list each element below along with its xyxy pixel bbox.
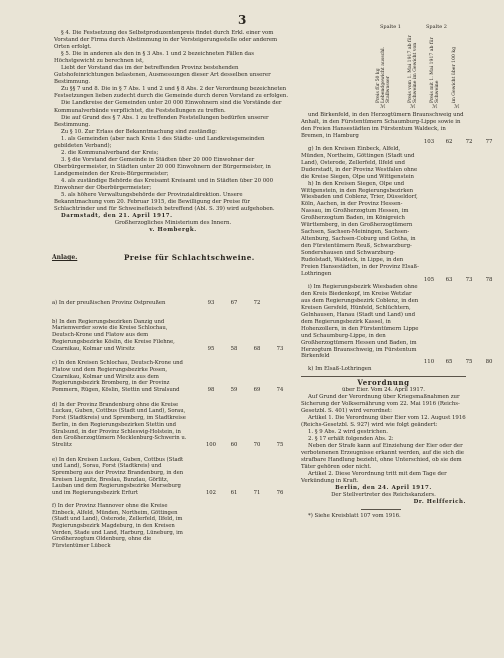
row-value: 67	[230, 300, 238, 306]
row-label: f) In der Provinz Hannover ohne die Kreise Einbeck, Alfeld, Münden, Northeim, Göttingen (Stadt und Land), Osterode, Zellerfeld, Ilfeld, im Regierungsbezirk Magdeburg, in den Kreisen Verden, Stade und Land, Harburg, Lüneburg, im Großherzogtum Oldenburg, ohne die Fürstentümer Lübeck	[52, 502, 183, 550]
left-column-text	[54, 30, 292, 234]
paragraph: 1. als Gemeinden (aber nach Kreis 1 des Städte- und Landkreisgemeinden gebildeten Verband);	[54, 135, 265, 149]
paragraph: Zu §§ 7 und 8. Die in § 7 Abs. 1 und 2 und § 8 Abs. 2 der Verordnung bezeichneten Festsetzungen lieben zudecht durch die Gemeinde durch deren Vorstand zu erfolgen.	[54, 86, 289, 100]
unit-mark: ℳ	[410, 104, 416, 110]
table-row	[52, 402, 292, 449]
paragraph: 4. als zuständige Behörde das Kreisamt Kreisamt und in Städten über 20 000 Einwohner der Oberbürgermeister;	[54, 177, 274, 192]
row-value: 59	[230, 387, 238, 394]
paragraph: Die auf Grund des § 7 Abs. 1 zu treffenden Feststellungen bedürfen unserer Bestimmung.	[54, 114, 269, 128]
verordnung-deputy: Der Stellvertreter des Reichskanzlers.	[331, 491, 436, 498]
row-value: 74	[276, 387, 284, 394]
table-row	[52, 503, 292, 550]
table-row	[52, 300, 292, 307]
date-line: Darmstadt, den 21. April 1917.	[61, 213, 173, 220]
row-label: k) Im Elsaß-Lothringen	[308, 366, 372, 373]
row-value: 95	[207, 345, 215, 352]
row-values	[301, 138, 493, 146]
row-value: 65	[445, 359, 453, 366]
page-number: 3	[238, 13, 247, 27]
prices-title: Preise für Schlachtschweine.	[124, 253, 255, 262]
verordnung-date: Berlin, den 24. April 1917.	[335, 484, 432, 491]
header-vertical-1: Preis für 50 kg Lebendgewicht ausschl. Stallwasser	[376, 46, 391, 103]
row-label: a) In der preußischen Provinz Ostpreußen	[52, 300, 166, 306]
row-value: 69	[253, 387, 261, 394]
row-label: i) Im Regierungsbezirk Wiesbaden ohne den Kreis Biedenkopf, im Kreise Wetzlar aus dem Regierungsbezirk Coblenz, in den Kreisen Gersfeld, Hünfeld, Schlüchtern, Gelnhausen, Hanau (Stadt und Land) und dem Regierungsbezirk Kassel, in Hohenzollern, in den Fürstentümern Lippe und Schaumburg-Lippe, in den Großherzogtümern Hessen und Baden, im Herzogtum Braunschweig, im Fürstentum Birkenfeld	[301, 283, 419, 360]
table-row	[52, 457, 292, 497]
paragraph: 5. als höhere Verwaltungsbehörde der Provinzialdirektion. Unsere Bekanntmachung vom 20. Februar 1915, die Bewilligung der Preise für Schlachtrinder und für Schweinefleisch betreffend (Abl. S. 39) wird aufgehoben.	[54, 192, 275, 213]
paragraph: § 5. Die in anderen als den in § 3 Abs. 1 und 2 bezeichneten Fällen das Höchstgewicht zu berechnen ist,	[54, 51, 254, 65]
table-row	[52, 360, 292, 394]
price-table-header-right	[368, 24, 468, 108]
anlage-label: Anlage.	[52, 254, 78, 261]
ministry-name: Großherzogliches Ministerium des Innern.	[114, 220, 232, 227]
paragraph: Die Landkreise der Gemeinden unter 20 000 Einwohnern sind die Vorstände der Kommunalverbände verpflichtet, die Feststellungen zu treffen.	[54, 100, 282, 114]
row-value: 62	[445, 138, 453, 145]
row-value: 70	[253, 441, 261, 448]
right-column-text	[301, 112, 493, 519]
paragraph: § 4. Die Festsetzung des Selbstproduzentenpreis findet durch Erkl. einer vom Vorstand der Firma durch Abstimmung in der Versteigerungsstelle oder anderem Orten erfolgt.	[54, 30, 278, 51]
row-value: 77	[485, 138, 493, 145]
row-value: 61	[230, 490, 238, 497]
row-value: 73	[276, 345, 284, 352]
row-label: b) In den Regierungsbezirken Danzig und Marienwerder sowie die Kreise Schlochau, Deutsch-Krone und Flatow aus dem Regierungsbezirke Köslin, die Kreise Filehne, Czarnikau, Kolmar und Wirsitz	[52, 318, 175, 352]
verordnung-title: Verordnung	[357, 378, 410, 388]
row-value: 110	[423, 359, 435, 366]
header-vertical-2: Preis vom 1. Mai 1917 ab für Schweine im Gewicht von	[408, 35, 418, 103]
header-vertical-4: im Gewicht über 100 kg	[452, 46, 457, 103]
row-values	[301, 359, 493, 366]
row-value: 103	[423, 138, 435, 145]
row-value: 100	[205, 441, 217, 448]
row-value: 63	[445, 276, 453, 283]
header-vertical-3: Preis mit 1. Mai 1917 ab für Schweine	[430, 37, 440, 103]
column-spalte-2: Spalte 2	[426, 24, 447, 30]
verordnung-signer: Dr. Helfferich.	[413, 498, 466, 505]
paragraph: Zu § 10. Zur Erlass der Bekanntmachung sind zuständig:	[61, 128, 217, 135]
row-value: 60	[230, 441, 238, 448]
row-value: 75	[465, 359, 473, 366]
paragraph: Artikel 1. Die Verordnung über Eier vom 12. August 1916 (Reichs-Gesetzbl. S. 927) wird wie folgt geändert:	[301, 415, 466, 429]
row-value: 80	[485, 359, 493, 366]
table-row	[52, 319, 292, 353]
row-value: 73	[465, 276, 473, 283]
row-label: d) In der Provinz Brandenburg ohne die Kreise Luckau, Guben, Cottbus (Stadt und Land), Sorau, Forst (Stadtkreis) und Spremberg, im Stadtkreise Berlin, in den Regierungsbezirken Stettin und Stralsund, in der Provinz Schleswig-Holstein, in den Großherzogtümern Mecklenburg-Schwerin u. Strelitz	[52, 401, 187, 448]
footnote: *) Siehe Kreisblatt 107 vom 1916.	[308, 512, 401, 519]
signature: v. Hombergk.	[149, 227, 197, 234]
section-divider	[301, 376, 466, 377]
footnote-divider	[361, 509, 401, 510]
paragraph: 1. § 9 Abs. 2 wird gestrichen.	[308, 429, 388, 436]
row-value: 102	[205, 490, 217, 497]
paragraph: Artikel 2. Diese Verordnung tritt mit dem Tage der Verkündung in Kraft.	[301, 470, 447, 484]
row-value: 72	[253, 300, 261, 306]
row-values	[301, 276, 493, 284]
paragraph: 2. § 17 erhält folgenden Abs. 2:	[308, 435, 394, 442]
paragraph: und Birkenfeld, in den Herzogtümern Braunschweig und Anhalt, in den Fürstentümern Schaumburg-Lippe sowie in den Freien Hansestädten im Fürstentum Waldeck, in Bremen, in Hamburg	[301, 112, 464, 139]
paragraph: Neben der Strafe kann auf Einziehung der Eier oder der verbotenenen Erzeugnisse erkannt werden, auf die sich die strafbare Handlung bezieht, ohne Unterschied, ob sie dem Täter gehören oder nicht.	[301, 442, 464, 470]
row-label: h) In den Kreisen Siegen, Olpe und Wittgenstein, in den Regierungsbezirken Wiesbaden und Coblenz, Trier, Düsseldorf, Köln, Aachen, in der Provinz Hessen-Nassau, im Großherzogtum Hessen, im Großherzogtum Baden, im Königreich Württemberg, in den Großherzogtümern Sachsen, Sachsen-Meiningen, Sachsen-Altenburg, Sachsen-Coburg und Gotha, in den Fürstentümern Reuß, Schwarzburg-Sondershausen und Schwarzburg-Rudolstadt, Waldeck, in Lippe, in den Freien Hansestädten, in der Provinz Elsaß-Lothringen	[301, 180, 419, 277]
row-value: 71	[253, 490, 261, 497]
row-label: c) In den Kreisen Schlochau, Deutsch-Krone und Flatow und dem Regierungsbezirke Posen, Czarnikau, Kolmar und Wirsitz aus dem Regierungsbezirk Bromberg, in der Provinz Pommern, Rügen, Köslin, Stettin und Stralsund	[52, 360, 183, 394]
unit-mark: ℳ	[454, 104, 460, 110]
row-value: 72	[465, 138, 473, 145]
paragraph: Liebt der Vorstand das im der betreffenden Provinz bestehenden Gutshofeinrichtungen belastenen, Ausmessungen dieser Art desselben unserer Bestimmung.	[54, 65, 271, 86]
row-value: 93	[207, 300, 215, 306]
row-value: 98	[207, 387, 215, 394]
price-table	[52, 300, 292, 550]
unit-mark: ℳ	[432, 104, 438, 110]
row-value: 75	[276, 441, 284, 448]
column-spalte-1: Spalte 1	[380, 24, 401, 30]
row-value: 78	[485, 276, 493, 283]
paragraph: 3. § die Vorstand der Gemeinde in Städten über 20 000 Einwohner der Oberbürgermeister, in Städten unter 20 000 Einwohnern der Bürgermeister, in Landgemeinden der Kreis-Bürgermeister;	[54, 156, 271, 177]
row-label: g) In den Kreisen Einbeck, Alfeld, Münden, Northeim, Göttingen (Stadt und Land), Osterode, Zellerfeld, Ilfeld und Duderstadt, in der Provinz Westfalen ohne die Kreise Siegen, Olpe und Wittgenstein	[301, 145, 418, 180]
paragraph: 2. die Kommunalverband der Kreis;	[61, 149, 159, 156]
row-value: 105	[423, 276, 435, 283]
verordnung-subtitle: über Eier. Vom 24. April 1917.	[342, 387, 425, 394]
paragraph: Auf Grund der Verordnung über Kriegsmaßnahmen zur Sicherung der Volksernährung vom 22. Mai 1916 (Reichs-Gesetzbl. S. 401) wird verordnet:	[301, 394, 460, 415]
row-label: e) In den Kreisen Luckau, Guben, Cottbus (Stadt und Land), Sorau, Forst (Stadtkreis) und Spremberg aus der Provinz Brandenburg, in den Kreisen Liegnitz, Breslau, Bunzlau, Görlitz, Lauban und dem Regierungsbezirke Merseburg und im Regierungsbezirk Erfurt	[52, 456, 184, 497]
row-value: 68	[253, 345, 261, 352]
row-value: 58	[230, 345, 238, 352]
row-value: 76	[276, 490, 284, 497]
unit-mark: ℳ	[380, 104, 386, 110]
